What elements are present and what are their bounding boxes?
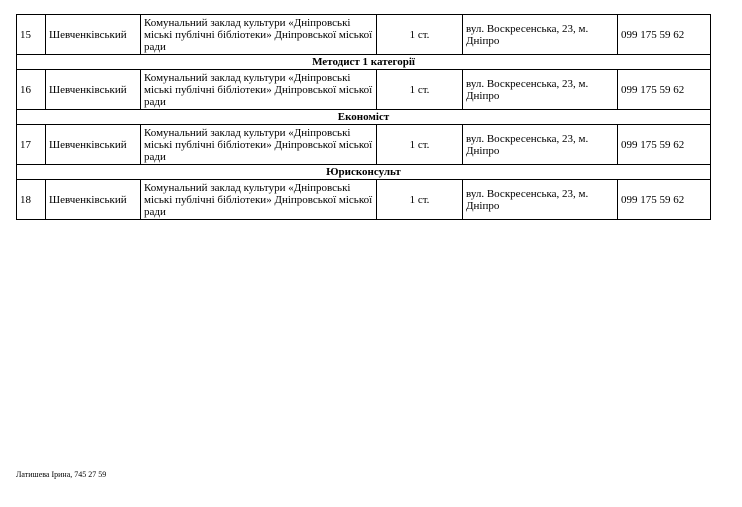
position-heading: Економіст xyxy=(17,110,711,125)
row-number: 17 xyxy=(17,125,46,165)
footer-contact: Латишева Ірина, 745 27 59 xyxy=(16,470,107,479)
section-heading-row xyxy=(17,55,711,70)
organization-cell: Комунальний заклад культури «Дніпровські міські публічні бібліотеки» Дніпровської міської ради xyxy=(141,180,377,220)
organization-cell: Комунальний заклад культури «Дніпровські міські публічні бібліотеки» Дніпровської міської ради xyxy=(141,15,377,55)
position-heading: Методист 1 категорії xyxy=(17,55,711,70)
rate-cell: 1 ст. xyxy=(377,180,463,220)
position-heading: Юрисконсульт xyxy=(17,165,711,180)
table-row xyxy=(17,180,711,220)
address-cell: вул. Воскресенська, 23, м. Дніпро xyxy=(463,70,618,110)
district-cell: Шевченківський xyxy=(46,125,141,165)
row-number: 18 xyxy=(17,180,46,220)
phone-cell: 099 175 59 62 xyxy=(618,15,711,55)
address-cell: вул. Воскресенська, 23, м. Дніпро xyxy=(463,125,618,165)
vacancy-table xyxy=(16,14,711,220)
rate-cell: 1 ст. xyxy=(377,125,463,165)
organization-cell: Комунальний заклад культури «Дніпровські міські публічні бібліотеки» Дніпровської міської ради xyxy=(141,70,377,110)
phone-cell: 099 175 59 62 xyxy=(618,125,711,165)
organization-cell: Комунальний заклад культури «Дніпровські міські публічні бібліотеки» Дніпровської міської ради xyxy=(141,125,377,165)
address-cell: вул. Воскресенська, 23, м. Дніпро xyxy=(463,180,618,220)
phone-cell: 099 175 59 62 xyxy=(618,70,711,110)
table-row xyxy=(17,125,711,165)
section-heading-row xyxy=(17,165,711,180)
address-cell: вул. Воскресенська, 23, м. Дніпро xyxy=(463,15,618,55)
district-cell: Шевченківський xyxy=(46,180,141,220)
section-heading-row xyxy=(17,110,711,125)
district-cell: Шевченківський xyxy=(46,15,141,55)
rate-cell: 1 ст. xyxy=(377,70,463,110)
phone-cell: 099 175 59 62 xyxy=(618,180,711,220)
district-cell: Шевченківський xyxy=(46,70,141,110)
table-row xyxy=(17,70,711,110)
rate-cell: 1 ст. xyxy=(377,15,463,55)
row-number: 15 xyxy=(17,15,46,55)
row-number: 16 xyxy=(17,70,46,110)
table-row xyxy=(17,15,711,55)
